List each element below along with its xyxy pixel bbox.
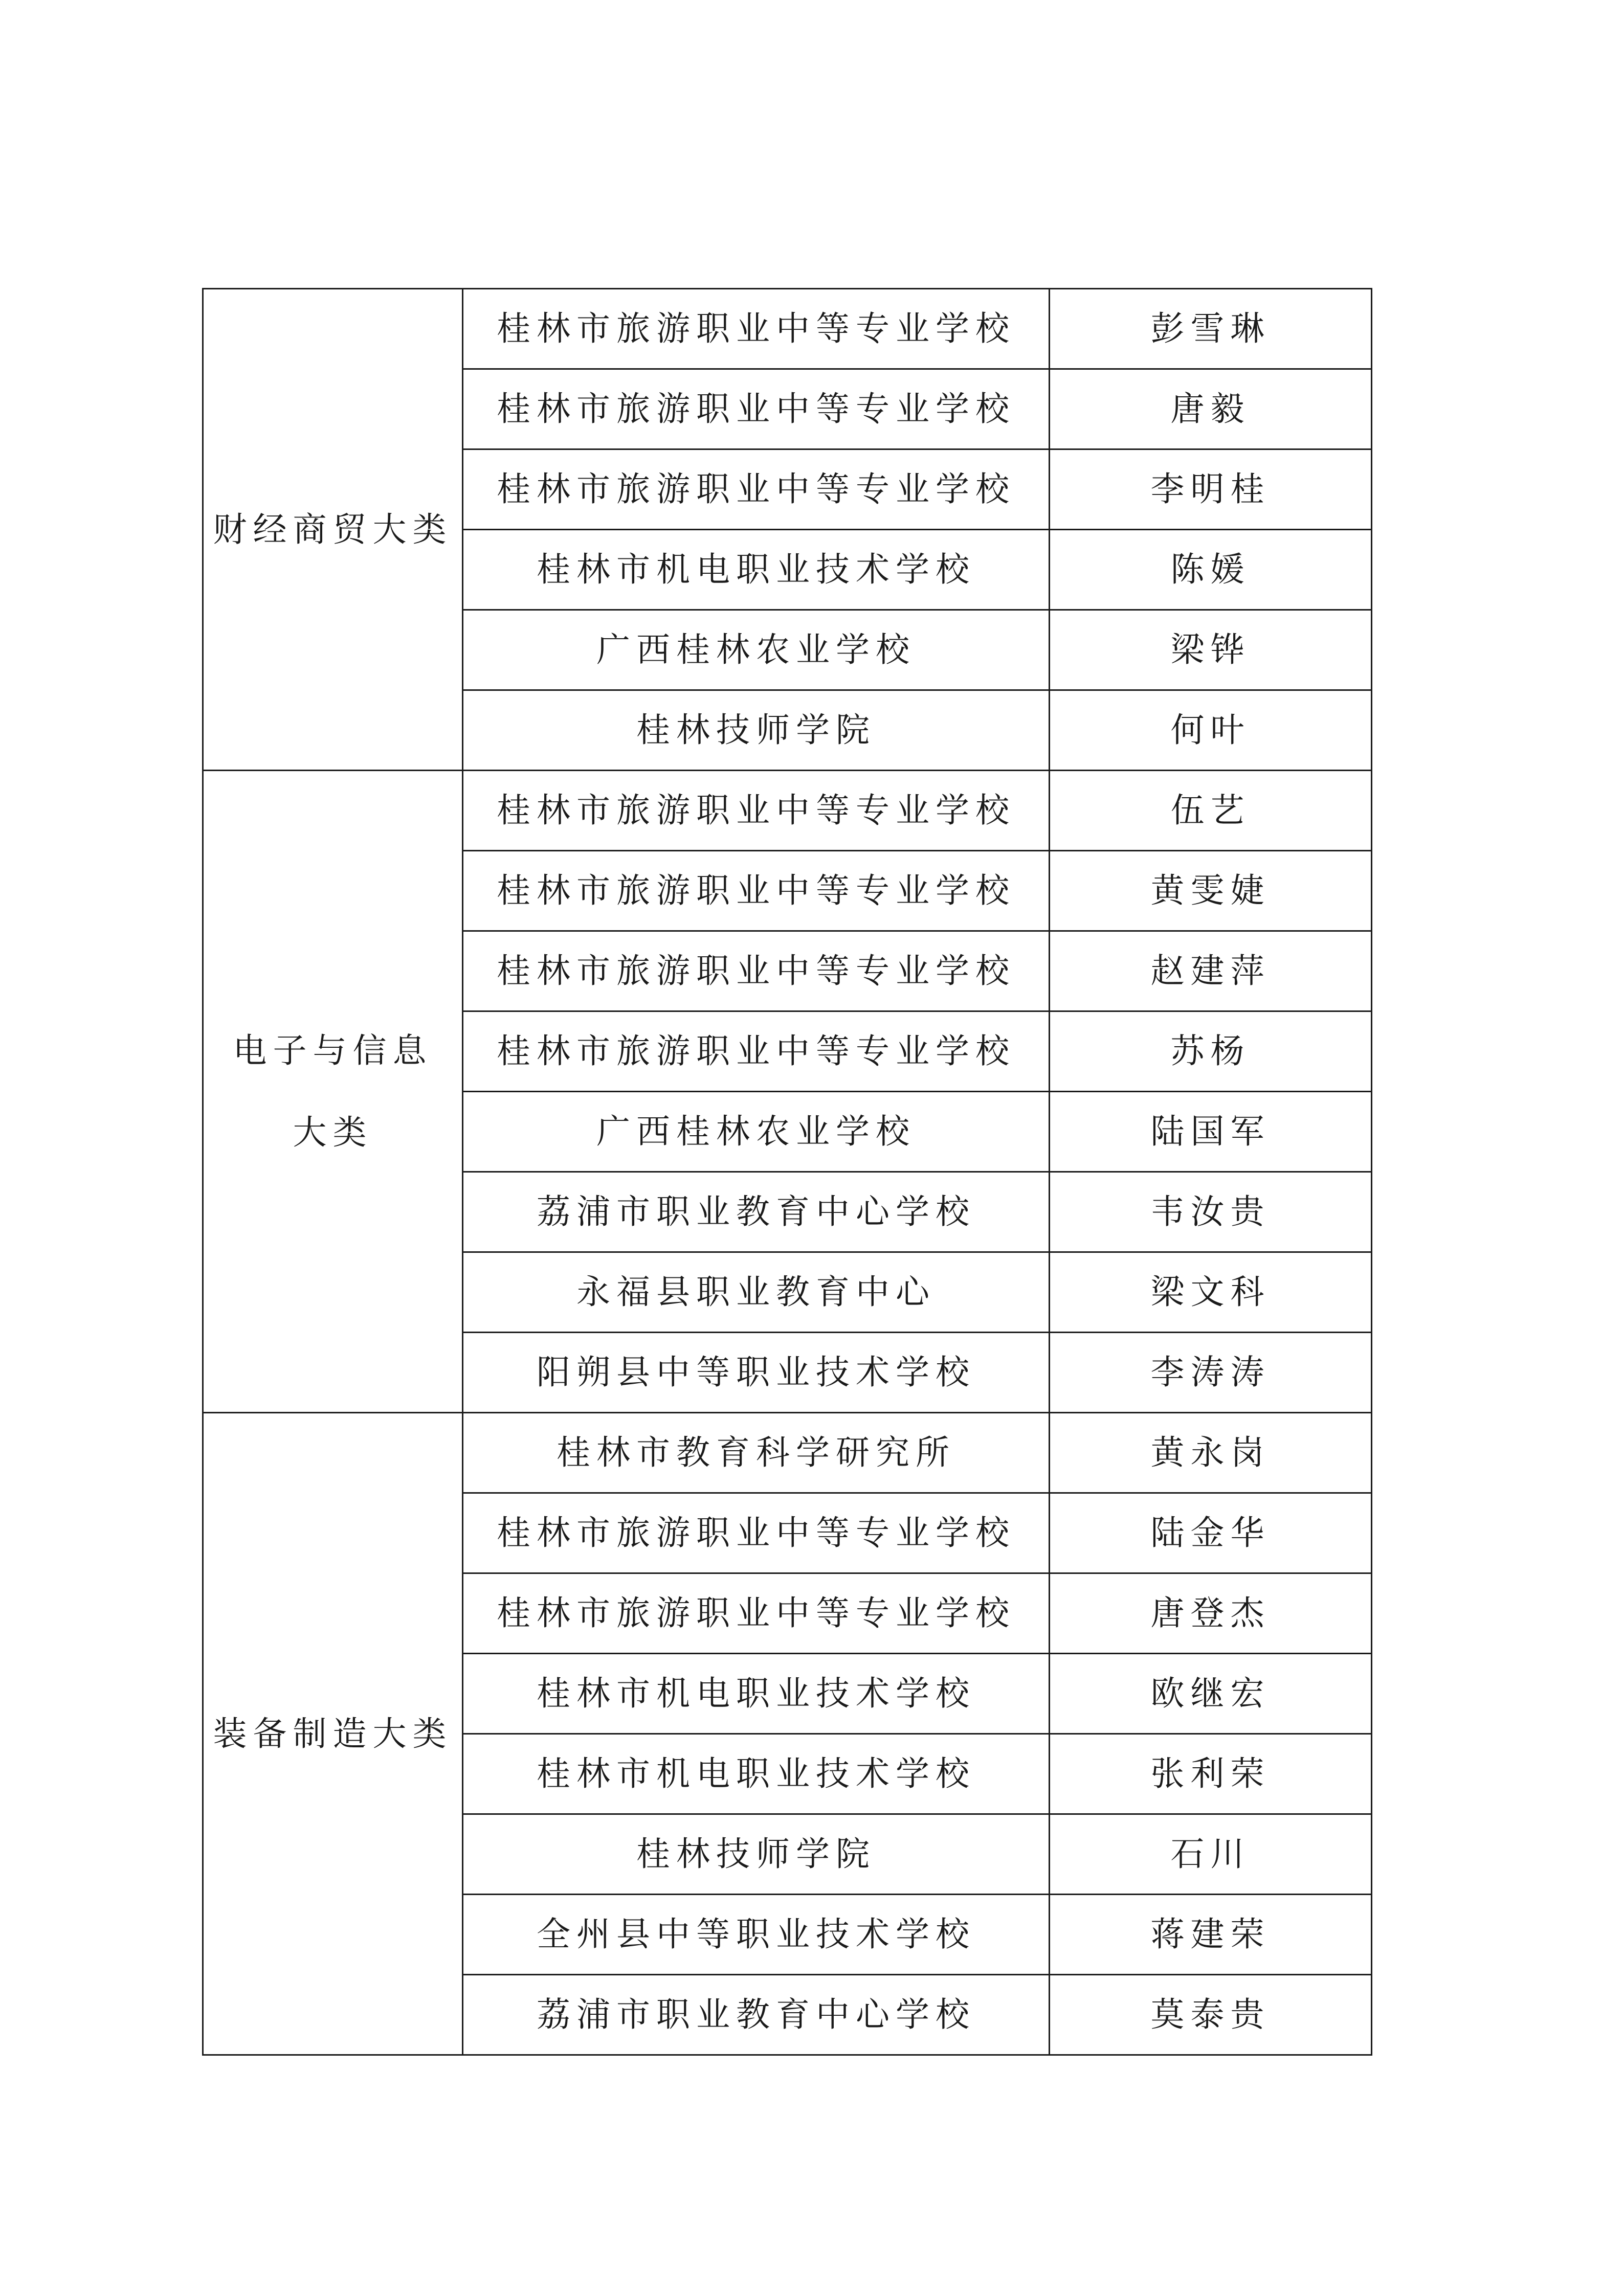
person-name-cell: 梁铧 [1050, 610, 1372, 690]
school-cell: 荔浦市职业教育中心学校 [463, 1172, 1050, 1252]
school-cell: 桂林市旅游职业中等专业学校 [463, 931, 1050, 1011]
school-cell: 桂林市旅游职业中等专业学校 [463, 289, 1050, 369]
person-name-cell: 蒋建荣 [1050, 1895, 1372, 1975]
category-cell [203, 1413, 463, 2055]
school-cell: 桂林市机电职业技术学校 [463, 1654, 1050, 1734]
roster-table-body [203, 289, 1372, 2055]
school-cell: 广西桂林农业学校 [463, 1092, 1050, 1172]
table-row [203, 771, 1372, 851]
school-cell: 桂林市旅游职业中等专业学校 [463, 449, 1050, 530]
school-cell: 桂林技师学院 [463, 690, 1050, 771]
person-name-cell: 陈媛 [1050, 530, 1372, 610]
person-name-cell: 欧继宏 [1050, 1654, 1372, 1734]
table-row [203, 289, 1372, 369]
category-label: 大类 [293, 1112, 373, 1152]
category-label: 装备制造大类 [213, 1714, 453, 1753]
category-label: 电子与信息 [233, 1030, 433, 1070]
person-name-cell: 李明桂 [1050, 449, 1372, 530]
person-name-cell: 何叶 [1050, 690, 1372, 771]
roster-table [202, 288, 1372, 2056]
person-name-cell: 伍艺 [1050, 771, 1372, 851]
person-name-cell: 梁文科 [1050, 1252, 1372, 1333]
school-cell: 阳朔县中等职业技术学校 [463, 1333, 1050, 1413]
school-cell: 广西桂林农业学校 [463, 610, 1050, 690]
person-name-cell: 唐毅 [1050, 369, 1372, 449]
school-cell: 永福县职业教育中心 [463, 1252, 1050, 1333]
person-name-cell: 黄雯婕 [1050, 851, 1372, 931]
person-name-cell: 陆国军 [1050, 1092, 1372, 1172]
person-name-cell: 石川 [1050, 1814, 1372, 1895]
school-cell: 桂林市机电职业技术学校 [463, 530, 1050, 610]
school-cell: 全州县中等职业技术学校 [463, 1895, 1050, 1975]
person-name-cell: 李涛涛 [1050, 1333, 1372, 1413]
school-cell: 桂林技师学院 [463, 1814, 1050, 1895]
person-name-cell: 唐登杰 [1050, 1573, 1372, 1654]
person-name-cell: 赵建萍 [1050, 931, 1372, 1011]
table-row [203, 1413, 1372, 1493]
school-cell: 桂林市旅游职业中等专业学校 [463, 369, 1050, 449]
category-cell [203, 289, 463, 771]
person-name-cell: 韦汝贵 [1050, 1172, 1372, 1252]
category-label: 财经商贸大类 [213, 509, 453, 549]
person-name-cell: 苏杨 [1050, 1011, 1372, 1092]
school-cell: 荔浦市职业教育中心学校 [463, 1975, 1050, 2055]
school-cell: 桂林市机电职业技术学校 [463, 1734, 1050, 1814]
person-name-cell: 黄永岗 [1050, 1413, 1372, 1493]
person-name-cell: 陆金华 [1050, 1493, 1372, 1573]
person-name-cell: 张利荣 [1050, 1734, 1372, 1814]
school-cell: 桂林市旅游职业中等专业学校 [463, 1011, 1050, 1092]
school-cell: 桂林市旅游职业中等专业学校 [463, 851, 1050, 931]
person-name-cell: 彭雪琳 [1050, 289, 1372, 369]
school-cell: 桂林市旅游职业中等专业学校 [463, 771, 1050, 851]
school-cell: 桂林市教育科学研究所 [463, 1413, 1050, 1493]
school-cell: 桂林市旅游职业中等专业学校 [463, 1493, 1050, 1573]
category-cell [203, 771, 463, 1413]
school-cell: 桂林市旅游职业中等专业学校 [463, 1573, 1050, 1654]
person-name-cell: 莫泰贵 [1050, 1975, 1372, 2055]
